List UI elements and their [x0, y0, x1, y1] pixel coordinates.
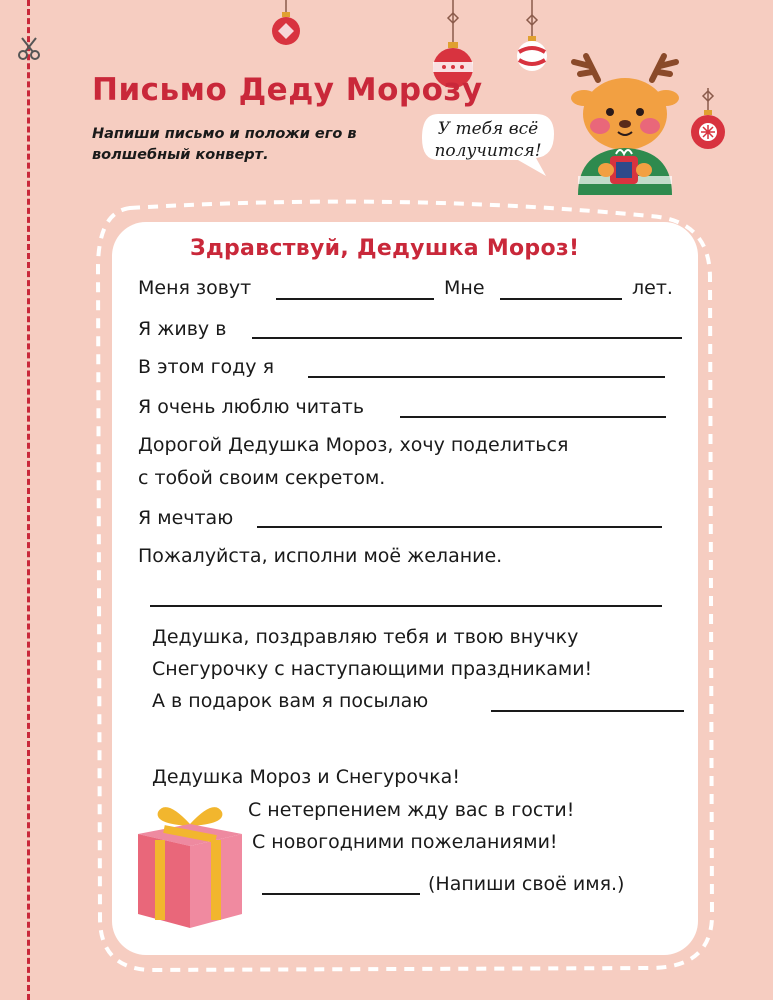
closing-line-3: С новогодними пожеланиями!	[252, 831, 558, 853]
reading-label: Я очень люблю читать	[138, 396, 365, 418]
secret-line-2: с тобой своим секретом.	[138, 467, 386, 489]
signature-blank[interactable]	[262, 893, 420, 895]
page-title: Письмо Деду Морозу	[92, 72, 483, 108]
deer-icon	[560, 40, 690, 195]
ornament-icon	[268, 0, 304, 48]
sign-hint: (Напиши своё имя.)	[428, 873, 625, 895]
please-line: Пожалуйста, исполни моё желание.	[138, 545, 503, 567]
age-suffix: лет.	[632, 277, 673, 299]
name-blank[interactable]	[276, 298, 434, 300]
dream-label: Я мечтаю	[138, 507, 234, 529]
dream-blank[interactable]	[257, 526, 662, 528]
congrats-line-1: Дедушка, поздравляю тебя и твою внучку	[152, 626, 579, 648]
letter-greeting: Здравствуй, Дедушка Мороз!	[190, 236, 580, 261]
secret-line-1: Дорогой Дедушка Мороз, хочу поделиться	[138, 434, 569, 456]
scissors-icon	[16, 36, 42, 62]
live-blank[interactable]	[252, 337, 682, 339]
closing-line-1: Дедушка Мороз и Снегурочка!	[152, 766, 460, 788]
age-label: Мне	[444, 277, 485, 299]
wish-blank[interactable]	[150, 605, 662, 607]
gift-icon	[130, 790, 250, 930]
closing-line-2: С нетерпением жду вас в гости!	[248, 799, 575, 821]
congrats-line-2: Снегурочку с наступающими праздниками!	[152, 658, 593, 680]
cut-line	[27, 0, 30, 1000]
name-label: Меня зовут	[138, 277, 252, 299]
age-blank[interactable]	[500, 298, 622, 300]
ornament-icon	[514, 0, 550, 80]
year-blank[interactable]	[308, 376, 665, 378]
year-label: В этом году я	[138, 356, 275, 378]
subtitle: Напиши письмо и положи его в волшебный конверт.	[92, 126, 357, 163]
speech-bubble	[418, 110, 558, 182]
reading-blank[interactable]	[400, 416, 666, 418]
ornament-icon	[688, 88, 728, 158]
gift-blank[interactable]	[491, 710, 684, 712]
gift-label: А в подарок вам я посылаю	[152, 690, 429, 712]
live-label: Я живу в	[138, 318, 227, 340]
speech-bubble-text: У тебя всё получится!	[434, 119, 542, 161]
